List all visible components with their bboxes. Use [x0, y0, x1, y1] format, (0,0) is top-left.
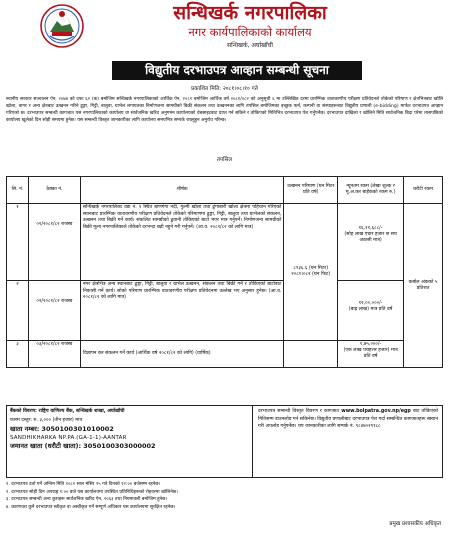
- row-qty: [284, 341, 338, 368]
- col-header-price: न्यूनतम रकम (लेखा शुल्क र मू.अ.कर बाहेकको रकम रु.): [338, 177, 404, 204]
- account-line: [10, 425, 249, 434]
- deposit-number: 3050100303000002: [83, 442, 156, 450]
- list-item: ४. कारणवश कुनै दरभाउपत्र स्वीकृत वा अस्वीकृत गर्ने सम्पूर्ण अधिकार यस कार्यालयमा सुरक्षित रहनेछ।: [6, 504, 176, 510]
- office-address: सन्धिखर्क, अर्घाखाँची: [227, 42, 273, 49]
- table-row: [7, 281, 443, 341]
- list-item: ३. दरभाउपत्र सम्बन्धी अन्य कुराहरू सार्वजनिक खरिद ऐन, २०६३ तथा नियमावली बमोजिम हुनेछ।: [6, 497, 168, 503]
- row-price-amount: १२,००,०००/-: [358, 301, 383, 306]
- row-qty-cubic-feet: २०८१।०८२ (घन फिट): [291, 272, 331, 277]
- row-title-text: सन्धिखर्क नगरपालिका वडा नं. १ स्थित बाणगंगा नदी, गुल्मी खोला तथा ढुंगाबारी खोला क्षेत्रमा पहिचान गरिएको स्थानबाट प्रारम्भिक वातावरणीय परीक्षण प्रतिवेदनले तोकेको परिमाणमा ढुङ्गा, गिट्टी, बालुवा तथा ग्राभेलको संकलन, उत्खनन तथा बिक्री गर्ने कार्य। संकलित सामग्रीको ढुवानी तोकिएको बाटो भएर मात्र गर्नुपर्ने। निर्माणजन्य सामग्रीको बिक्री मूल्य नगरपालिकाले तोकेको दरभन्दा बढी नहुने गरी गर्नुपर्ने। (आ.व. २०८१/८२ को लागि मात्र): [82, 205, 282, 230]
- row-sn: ३: [7, 341, 29, 368]
- row-price: [338, 341, 404, 368]
- row-title: [80, 204, 283, 281]
- row-sn: १: [7, 204, 29, 281]
- row-package: ०१/२०८१/८२ राजस्व: [28, 204, 80, 281]
- row-price-amount: १६,११,६८८/-: [358, 226, 383, 231]
- notice-header: [0, 0, 449, 58]
- signer-title: प्रमुख प्रशासकीय अधिकृत: [389, 521, 441, 527]
- org-name: सन्धिखर्क नगरपालिका: [173, 2, 327, 24]
- table-header-row: [7, 177, 443, 204]
- col-header-qty: उत्खनन परिमाण (घन मिटर प्रति वर्ष): [284, 177, 338, 204]
- row-price-amount: १,७५,०००/-: [359, 342, 382, 347]
- table-row: [7, 204, 443, 281]
- row-sn: २: [7, 281, 29, 341]
- bid-table: [6, 176, 443, 368]
- bolpatra-website-link[interactable]: www.bolpatra.gov.np/egp: [341, 409, 411, 414]
- col-header-title: शीर्षक: [80, 177, 283, 204]
- row-price-words: (एक लाख पचहत्तर हजार) मात्र प्रति वर्ष: [343, 347, 398, 359]
- row-price-words: (सोह लाख एघार हजार छ सय अठासी मात्र): [344, 231, 397, 243]
- notes-list: [6, 481, 443, 511]
- form-fee-line: फारम दस्तुर: रु. ३,००० (तीन हजार) मात्र: [10, 417, 82, 423]
- account-name: SANDHIKHARKA NP.PA.(GA-1-1)-AANTAR: [10, 434, 127, 441]
- col-header-rate: धरौटी रकम: [404, 177, 443, 204]
- list-item: २. दरभाउपत्र सोही दिन अपराह्न १:०० बजे यस कार्यालयमा उपस्थित प्रतिनिधिहरूको रोहवरमा खोलिनेछ।: [6, 489, 178, 495]
- table-row: [7, 341, 443, 368]
- col-header-package: ठेक्का नं.: [28, 177, 80, 204]
- row-title-text: विज्ञापन कर संकलन गर्ने कार्य (आर्थिक वर्ष २०८१/८२ को लागि) (वार्षिक): [82, 350, 211, 356]
- list-item: १. दरभाउपत्र दर्ता गर्ने अन्तिम मिति २०८१ साल मंसिर २५ गते दिनको १२:०० बजेसम्म रहनेछ।: [6, 482, 161, 487]
- tafsil-label: तपसिल: [216, 157, 233, 163]
- row-title: [80, 341, 283, 368]
- row-price-words: (बाह्र लाख) मात्र प्रति वर्ष: [348, 306, 393, 312]
- publish-date: प्रकाशित मिति: २०८१।०८।१० गते: [191, 86, 258, 92]
- row-package: ०३/२०८१/८२ राजस्व: [28, 341, 80, 368]
- bank-info-box: [6, 405, 443, 478]
- bank-name-line: बैंकको विवरण: राष्ट्रिय वाणिज्य बैंक, सन्धिखर्क शाखा, अर्घाखाँची: [10, 409, 125, 414]
- office-name: नगर कार्यपालिकाको कार्यालय: [188, 25, 312, 39]
- account-label: खाता नम्बर:: [10, 425, 40, 433]
- tender-info-text: दरभाउपत्र सम्बन्धी विस्तृत विवरण र कागजात: [258, 409, 340, 414]
- notice-title: विद्युतीय दरभाउपत्र आव्हान सम्बन्धी सूचना: [112, 61, 362, 80]
- col-header-sn: सि. नं.: [7, 177, 29, 204]
- municipality-emblem-icon: [40, 4, 84, 48]
- row-title-text: नगर क्षेत्रभित्र अन्य स्थानबाट ढुङ्गा, गिट्टी, बालुवा र ग्राभेल उत्खनन, संकलन तथा बिक्री गर्ने र तोकिएको बाटोबाट निकासी गर्ने कार्य। सोको परिमाण प्रारम्भिक वातावरणीय परीक्षण प्रतिवेदनमा उल्लेख भए अनुसार हुनेछ। (आ.व. २०८१/८२ को लागि मात्र): [82, 282, 282, 301]
- bank-details: [7, 406, 253, 477]
- row-price: [338, 281, 404, 341]
- tender-info-text-2: बाट तोकिएको मितिसम्म डाउनलोड गर्न सकिनेछ। विद्युतीय प्रणालीबाट दरभाउपत्र पेश गर्दा सम्बन्धित कागजातहरू स्क्यान गरी अपलोड गर्नुपर्नेछ। थप जानकारीका लागि सम्पर्क नं. ९८४७०२९१८८: [258, 409, 438, 429]
- row-price: [338, 204, 404, 281]
- row-deposit-rate: कबोल अंकको ५ प्रतिशत: [404, 204, 443, 368]
- account-number: 3050100301010002: [41, 425, 114, 433]
- intro-paragraph: स्थानीय सरकार सञ्चालन ऐन, २०७४ को दफा ६२ (क) बमोजिम सन्धिखर्क नगरपालिकाको आर्थिक ऐन, २०८१ बमोजिम आर्थिक वर्ष २०८१/०८२ को अनुसूची ६ मा उल्लिखित दरमा प्रारम्भिक वातावरणीय परीक्षण प्रतिवेदनले तोकेको परिमाण र क्षेत्रभित्रबाट खोलि खोला, वागर र अन्य क्षेत्रबाट उत्खनन गरिने ढुङ्गा, गिट्टी, बालुवा, ग्राभेल लगायतका निर्माणजन्य सामग्रीको बिक्री संकलन तथा उत्खननका लागि तपसिल बमोजिमका इच्छुक फर्म, कम्पनी वा संस्थाहरूबाट विद्युतीय प्रणाली (e-bidding) मार्फत दरभाउपत्र आव्हान गरिएको छ। दरभाउपत्र सम्बन्धी कागजात यस नगरपालिकाको कार्यालय वा सार्वजनिक खरिद अनुगमन कार्यालयको वेबसाइटबाट प्राप्त गर्न सकिने र तोकिएको मितिभित्र दरभाउपत्र पेश गर्नुपर्नेछ। दरभाउपत्र दाखिला र खोलिने मिति सार्वजनिक बिदा परेमा त्यसपछिको कार्यालय खुलेको दिन सोही समयमा हुनेछ। यस सम्बन्धी विस्तृत जानकारीका लागि कार्यालय समयभित्र सम्पर्क राख्नुहुन अनुरोध गरिन्छ।: [6, 97, 443, 123]
- row-qty-cubic-meter: ८९३६.६ (घन मिटर): [293, 266, 329, 272]
- tender-info: [255, 406, 441, 477]
- row-package: ०२/२०८१/८२ राजस्व: [28, 281, 80, 341]
- row-title: [80, 281, 283, 341]
- deposit-line: [10, 442, 249, 451]
- row-qty: [284, 204, 338, 341]
- deposit-label: जमानत खाता (धरौटी खाता):: [10, 442, 82, 450]
